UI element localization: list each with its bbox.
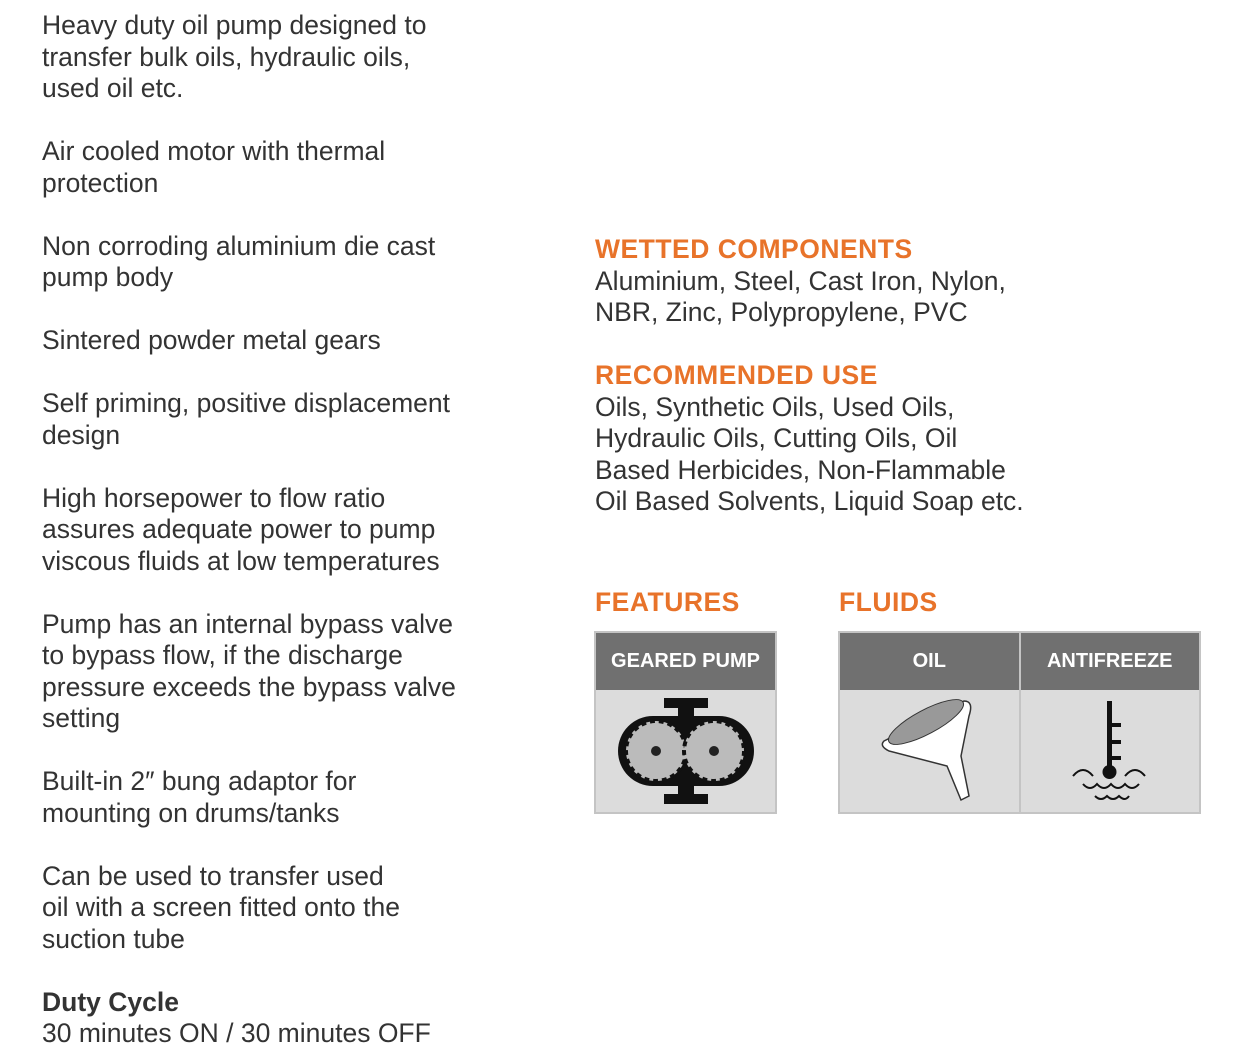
features-tiles (594, 631, 777, 814)
fluid-tile-antifreeze (1019, 633, 1200, 812)
feature-paragraph (42, 325, 562, 357)
text-line: suction tube (42, 923, 185, 954)
feature-paragraph (42, 766, 562, 829)
text-line: High horsepower to flow ratio (42, 482, 386, 513)
feature-paragraph (42, 10, 562, 105)
fluids-tiles (838, 631, 1201, 814)
text-line: protection (42, 167, 159, 198)
text-line: transfer bulk oils, hydraulic oils, (42, 41, 411, 72)
feature-list (42, 10, 562, 1050)
feature-paragraph (42, 609, 562, 735)
section-heading: WETTED COMPONENTS (595, 234, 913, 264)
duty-cycle-value: 30 minutes ON / 30 minutes OFF (42, 1018, 431, 1048)
text-line: Air cooled motor with thermal (42, 136, 386, 166)
recommended-use-section (595, 360, 1024, 518)
funnel-icon (879, 696, 979, 806)
section-heading: RECOMMENDED USE (595, 360, 878, 390)
text-line: viscous fluids at low temperatures (42, 545, 440, 576)
text-line: Non corroding aluminium die cast (42, 230, 436, 261)
text-line: assures adequate power to pump (42, 514, 436, 544)
text-line: design (42, 419, 121, 450)
feature-paragraph (42, 136, 562, 199)
feature-paragraph (42, 231, 562, 294)
fluid-tile-oil (840, 633, 1019, 812)
duty-cycle-title: Duty Cycle (42, 986, 179, 1017)
wetted-components-section (595, 234, 1006, 329)
feature-tile-geared-pump (596, 633, 775, 812)
text-line: pump body (42, 262, 174, 292)
feature-paragraph (42, 388, 562, 451)
text-line: used oil etc. (42, 73, 184, 103)
fluids-heading: FLUIDS (839, 587, 938, 617)
text-line: Based Herbicides, Non-Flammable (595, 454, 1006, 485)
text-line: Heavy duty oil pump designed to (42, 10, 427, 40)
text-line: NBR, Zinc, Polypropylene, PVC (595, 297, 968, 327)
text-line: to bypass flow, if the discharge (42, 640, 403, 670)
features-heading: FEATURES (595, 587, 740, 617)
text-line: Can be used to transfer used (42, 860, 384, 891)
text-line: Built-in 2″ bung adaptor for (42, 766, 357, 796)
text-line: pressure exceeds the bypass valve (42, 671, 456, 702)
text-line: Oil Based Solvents, Liquid Soap etc. (595, 486, 1024, 516)
duty-cycle (42, 987, 562, 1050)
text-line: Aluminium, Steel, Cast Iron, Nylon, (595, 265, 1006, 296)
feature-paragraph (42, 861, 562, 956)
tile-label: ANTIFREEZE (1021, 633, 1200, 690)
geared-pump-icon (616, 696, 756, 806)
text-line: Sintered powder metal gears (42, 325, 381, 355)
text-line: mounting on drums/tanks (42, 797, 340, 828)
thermometer-icon (1065, 696, 1155, 806)
feature-paragraph (42, 483, 562, 578)
text-line: Pump has an internal bypass valve (42, 608, 453, 639)
tile-label: GEARED PUMP (596, 633, 775, 690)
text-line: Self priming, positive displacement (42, 388, 450, 418)
text-line: Oils, Synthetic Oils, Used Oils, (595, 391, 955, 422)
tile-label: OIL (840, 633, 1019, 690)
text-line: oil with a screen fitted onto the (42, 892, 400, 922)
text-line: Hydraulic Oils, Cutting Oils, Oil (595, 423, 958, 453)
text-line: setting (42, 703, 121, 733)
